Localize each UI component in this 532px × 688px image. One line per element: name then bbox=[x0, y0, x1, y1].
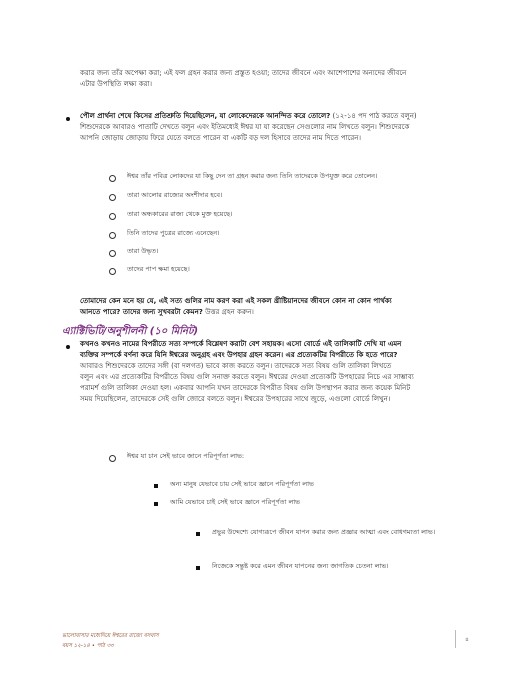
circle-bullet-icon bbox=[109, 268, 116, 275]
text-line: এটার উপস্থিতি লক্ষ্য করা। bbox=[80, 80, 152, 88]
list-item: ঈশ্বর তাঁর পবিত্র লোকদের যা কিছু দেন তা গ্রহন করার জন্য তিনি তাদেরকে উপযুক্ত করে তোলেন। bbox=[127, 172, 378, 180]
question-suffix: (১২-১৪ পদ পাঠ করতে বলুন) bbox=[330, 112, 417, 120]
circle-bullet-icon bbox=[109, 175, 116, 182]
square-bullet-icon bbox=[154, 502, 158, 506]
text-line: পরামর্শ গুলি তালিকা দেওয়া হল। একবার আপনি যখন তাদেরকে বিপরীত বিষয় গুলি উপস্থাপন করার জন্য কয়েক মিনিট bbox=[80, 384, 411, 392]
footer-title: ভালোবাসার মধ্যেদিয়ে ঈশ্বরের রাজ্যে বসবাস bbox=[62, 633, 159, 639]
circle-bullet-icon bbox=[109, 455, 116, 462]
text-line: কখনও কখনও নামের বিপরীতে সত্য সম্পর্কে বিশ্লেষণ করাটা বেশ সহায়ক। এসো বোর্ডে এই তালিকাটি দেখি যা এমন bbox=[80, 340, 402, 348]
text-line bbox=[80, 307, 490, 318]
text-line: ব্যক্তির সম্পর্কে বর্ণনা করে যিনি ঈশ্বরের অনুগ্রহ এবং উপহার গ্রহন করেন। এর প্রত্যেকটির বিপরীতে কি হতে পারে? bbox=[80, 351, 398, 359]
list-item: তিনি তাদের পুত্রের রাজ্যে এনেছেন। bbox=[127, 229, 220, 237]
question-text: পৌল প্রার্থনা শেষে কিসের প্রতিশ্রুতি দিয়েছিলেন, যা লোকেদেরকে আনন্দিত করে তোলে? bbox=[80, 112, 331, 120]
question-text: আনতে পারে? তাদের জন্য সুখবরটা কেমন? bbox=[80, 308, 203, 316]
circle-bullet-icon bbox=[109, 232, 116, 239]
list-item: আমি যেভাবে চাই সেই ভাবে জ্ঞানে পরিপূর্ণতা লাভ bbox=[170, 498, 301, 506]
square-bullet-icon bbox=[196, 532, 200, 536]
footer-divider bbox=[455, 630, 456, 648]
list-item: তারা আলোর রাজ্যের অংশীদার হবে। bbox=[127, 191, 223, 199]
question-block bbox=[80, 111, 480, 144]
list-item: ঈশ্বর যা চান সেই ভাবে জানে পরিপূর্ণতা লাভ: bbox=[127, 452, 245, 460]
top-paragraph bbox=[80, 68, 480, 90]
list-item: অন্য মানুষ যেভাবে চায় সেই ভাবে জ্ঞানে পরিপূর্ণতা লাভ bbox=[170, 480, 314, 488]
text-line: করার জন্য তাঁর অপেক্ষা করা; এই ফল গ্রহন করার জন্য প্রস্তুত হওয়া; তাদের জীবনে এবং আশেপাশের অন্যদের জীবনে bbox=[80, 69, 407, 77]
discussion-question bbox=[80, 296, 490, 318]
list-item: তারা উদ্ধৃত। bbox=[127, 247, 159, 255]
page-number: ৪ bbox=[465, 636, 469, 643]
instruction-text: উত্তর গ্রহন করুন। bbox=[202, 308, 254, 316]
list-item: তারা অন্ধকারের রাজ্য থেকে মুক্ত হয়েছে। bbox=[127, 210, 233, 218]
text-line: আপনি জোড়ায় জোড়ায় ফিরে যেতে বলতে পারেন বা একটি বড় দল হিসাবে তাদের নাম দিতে পারেন। bbox=[80, 134, 361, 142]
text-line: সময় দিয়েছিলেন, তাদেরকে সেই গুলি জোরে বলতে বলুন। ঈশ্বরের উপহারের সাথে জুড়ে, এগুলো বোর্ডে লিখুন। bbox=[80, 395, 391, 403]
list-item: প্রভুর উদ্দেশ্যে যোগ্যরূপে জীবন যাপন করার জন্য প্রজ্ঞার আত্মা এবং বোধগম্যতা লাভ। bbox=[212, 528, 436, 536]
bullet-icon bbox=[66, 117, 70, 121]
text-line: বলুন এবং এর প্রত্যেকটির বিপরীতে বিষয় গুলি সনাক্ত করতে বলুন। ঈশ্বরের দেওয়া প্রত্যেকটি উপহারের নিচে এর সাম্ভাব্য bbox=[80, 373, 414, 381]
text-line: শিশুদেরকে আবারও পাতাটি দেখতে বলুন এবং ইতিমধ্যেই ঈশ্বর যা যা করেছেন সেগুলোর নাম লিখতে বলুন। শিশুদেরকে bbox=[80, 123, 410, 131]
text-line: আবারও শিশুদেরকে তাদের সঙ্গী (বা দলগত) ভাবে কাজ করতে বলুন। তাদেরকে সত্য বিষয় গুলি তালিকা লিখতে bbox=[80, 362, 392, 370]
circle-bullet-icon bbox=[109, 250, 116, 257]
activity-paragraph bbox=[80, 339, 490, 405]
circle-bullet-icon bbox=[109, 194, 116, 201]
text-line: তোমাদের কেন মনে হয় যে, এই সত্য গুলির নাম করণ করা এই সকল খ্রীষ্টিয়ানদের জীবনে কোন না কোন পার্থক্য bbox=[80, 297, 392, 305]
circle-bullet-icon bbox=[109, 213, 116, 220]
bullet-icon bbox=[66, 345, 70, 349]
question-line bbox=[80, 111, 480, 122]
square-bullet-icon bbox=[154, 484, 158, 488]
footer-subtitle: বয়স ১২-১৪ • পাঠ ৩৩ bbox=[62, 643, 114, 649]
list-item: তাদের পাপ ক্ষমা হয়েছে। bbox=[127, 265, 190, 273]
list-item: নিজেকে সন্তুষ্ট করে এমন জীবন যাপনের জন্য জাগতিক চেতনা লাভ। bbox=[212, 562, 389, 570]
square-bullet-icon bbox=[196, 566, 200, 570]
activity-heading: এ্যাক্টিভিটি/অনুশীলনী (১০ মিনিট) bbox=[62, 326, 199, 337]
